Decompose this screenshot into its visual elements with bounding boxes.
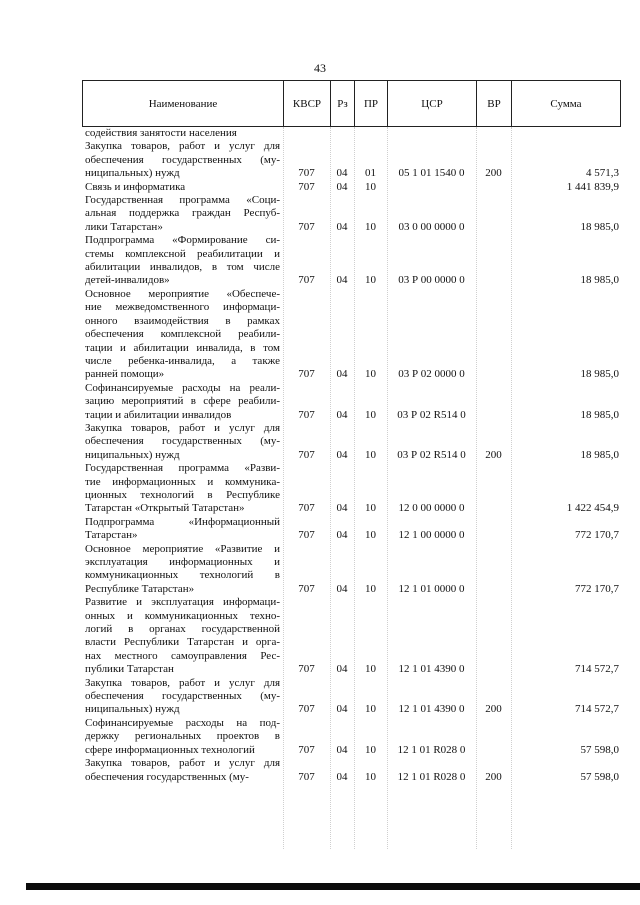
row-name-line: Закупка товаров, работ и услуг для (85, 676, 280, 689)
row-pr: 10 (365, 408, 376, 421)
row-name-line: тие информационных и коммуника- (85, 475, 280, 488)
row-csr: 03 Р 02 R514 0 (397, 448, 466, 461)
row-name (82, 382, 283, 422)
scan-edge-bar (26, 883, 640, 890)
row-name (82, 127, 283, 140)
row-name-line: Связь и информатика (85, 180, 186, 193)
row-name-line: ниципальных) нужд (85, 703, 180, 716)
row-sum: 18 985,0 (580, 368, 619, 381)
row-kvsr: 707 (298, 743, 315, 756)
row-name-line: ние межведомственного информаци- (85, 301, 280, 314)
row-name-line: альная поддержка граждан Респуб- (85, 207, 280, 220)
row-name-line: зацию мероприятий в сфере реабили- (85, 395, 280, 408)
row-name-line: Закупка товаров, работ и услуг для (85, 421, 280, 434)
table-header (82, 80, 621, 127)
row-pr: 10 (365, 703, 376, 716)
row-name (82, 194, 283, 234)
row-rz: 04 (336, 448, 348, 461)
header-csr: ЦСР (387, 81, 476, 126)
header-sum: Сумма (511, 81, 621, 126)
row-name-line: онного взаимодействия в рамках (85, 314, 280, 327)
row-csr: 12 0 00 0000 0 (398, 502, 465, 515)
row-name-line: Подпрограмма «Информационный (85, 515, 280, 528)
row-kvsr: 707 (298, 582, 315, 595)
row-csr: 12 1 01 4390 0 (398, 703, 465, 716)
row-csr: 03 0 00 0000 0 (398, 220, 465, 233)
row-kvsr: 707 (298, 703, 315, 716)
row-pr: 10 (365, 368, 376, 381)
row-name-line: детей-инвалидов» (85, 274, 170, 287)
table-row (82, 677, 621, 717)
table-row (82, 234, 621, 288)
row-name-line: обеспечения государственных (му- (85, 690, 280, 703)
header-pr: ПР (354, 81, 387, 126)
row-sum: 18 985,0 (580, 448, 619, 461)
row-name-line: Софинансируемые расходы на реали- (85, 381, 280, 394)
row-rz: 04 (336, 703, 348, 716)
row-sum: 18 985,0 (580, 220, 619, 233)
row-name (82, 234, 283, 288)
row-name-line: тации и абилитации инвалида, в том (85, 341, 280, 354)
row-pr: 10 (365, 274, 376, 287)
row-name-line: сфере информационных технологий (85, 743, 255, 756)
row-name (82, 140, 283, 180)
row-kvsr: 707 (298, 663, 315, 676)
row-name-line: Татарстан» (85, 529, 138, 542)
row-sum: 772 170,7 (575, 529, 619, 542)
row-name-line: Основное мероприятие «Развитие и (85, 542, 280, 555)
table-row (82, 757, 621, 784)
row-name-line: абилитации инвалидов, в том числе (85, 261, 280, 274)
row-kvsr: 707 (298, 529, 315, 542)
row-name (82, 717, 283, 757)
table-row (82, 288, 621, 382)
row-pr: 10 (365, 663, 376, 676)
row-name (82, 288, 283, 382)
row-sum: 4 571,3 (586, 167, 619, 180)
row-csr: 12 1 01 0000 0 (398, 582, 465, 595)
row-name-line: Закупка товаров, работ и услуг для (85, 757, 280, 770)
row-name-line: публики Татарстан (85, 663, 174, 676)
row-name-line: Подпрограмма «Формирование си- (85, 234, 280, 247)
row-sum: 714 572,7 (575, 663, 619, 676)
row-csr: 12 1 01 R028 0 (397, 770, 466, 783)
row-name (82, 757, 283, 784)
row-pr: 10 (365, 529, 376, 542)
row-name-line: ранней помощи» (85, 368, 165, 381)
row-name-line: числе ребенка-инвалида, а также (85, 354, 280, 367)
row-name-line: Государственная программа «Соци- (85, 194, 280, 207)
row-name-line: коммуникационных технологий в (85, 569, 280, 582)
row-name-line: содействия занятости населения (85, 127, 237, 139)
row-rz: 04 (336, 408, 348, 421)
row-vr: 200 (485, 770, 502, 783)
row-name-line: Софинансируемые расходы на под- (85, 716, 280, 729)
row-sum: 18 985,0 (580, 408, 619, 421)
row-name-line: Республике Татарстан» (85, 582, 195, 595)
table-row (82, 422, 621, 462)
row-name-line: тации и абилитации инвалидов (85, 408, 232, 421)
row-name (82, 677, 283, 717)
row-kvsr: 707 (298, 167, 315, 180)
row-sum: 57 598,0 (580, 743, 619, 756)
row-csr: 03 Р 00 0000 0 (398, 274, 465, 287)
header-kvsr: КВСР (283, 81, 330, 126)
row-kvsr: 707 (298, 180, 315, 193)
row-name (82, 181, 283, 194)
row-pr: 10 (365, 448, 376, 461)
row-sum: 1 422 454,9 (566, 502, 619, 515)
row-pr: 10 (365, 770, 376, 783)
row-name (82, 422, 283, 462)
table-body (82, 127, 621, 784)
row-kvsr: 707 (298, 770, 315, 783)
table-row (82, 382, 621, 422)
row-pr: 10 (365, 180, 376, 193)
table-row (82, 596, 621, 676)
row-sum: 772 170,7 (575, 582, 619, 595)
row-vr: 200 (485, 703, 502, 716)
row-name-line: онных и коммуникационных техно- (85, 609, 280, 622)
row-rz: 04 (336, 167, 348, 180)
row-name-line: ниципальных) нужд (85, 448, 180, 461)
row-csr: 12 1 01 4390 0 (398, 663, 465, 676)
header-name: Наименование (82, 81, 283, 126)
row-rz: 04 (336, 529, 348, 542)
row-sum: 57 598,0 (580, 770, 619, 783)
row-kvsr: 707 (298, 448, 315, 461)
row-rz: 04 (336, 180, 348, 193)
row-rz: 04 (336, 502, 348, 515)
row-csr: 03 Р 02 0000 0 (398, 368, 465, 381)
row-vr: 200 (485, 448, 502, 461)
row-name-line: обеспечения государственных (му- (85, 153, 280, 166)
header-vr: ВР (476, 81, 511, 126)
row-rz: 04 (336, 582, 348, 595)
row-name-line: Основное мероприятие «Обеспече- (85, 287, 280, 300)
row-name-line: обеспечения комплексной реабили- (85, 328, 280, 341)
row-name (82, 596, 283, 676)
row-sum: 714 572,7 (575, 703, 619, 716)
row-csr: 05 1 01 1540 0 (398, 167, 465, 180)
row-name-line: Закупка товаров, работ и услуг для (85, 140, 280, 153)
row-rz: 04 (336, 274, 348, 287)
row-name-line: ционных технологий в Республике (85, 488, 280, 501)
row-name-line: Развитие и эксплуатация информаци- (85, 596, 280, 609)
row-name-line: лики Татарстан» (85, 220, 163, 233)
row-rz: 04 (336, 220, 348, 233)
row-pr: 10 (365, 502, 376, 515)
row-csr: 03 Р 02 R514 0 (397, 408, 466, 421)
row-kvsr: 707 (298, 220, 315, 233)
row-kvsr: 707 (298, 408, 315, 421)
row-sum: 18 985,0 (580, 274, 619, 287)
table-row (82, 181, 621, 194)
row-name-line: стемы комплексной реабилитации и (85, 247, 280, 260)
row-name (82, 543, 283, 597)
row-csr: 12 1 00 0000 0 (398, 529, 465, 542)
row-vr: 200 (485, 167, 502, 180)
row-csr: 12 1 01 R028 0 (397, 743, 466, 756)
row-kvsr: 707 (298, 368, 315, 381)
row-name-line: Государственная программа «Разви- (85, 462, 280, 475)
table-row (82, 127, 621, 140)
table-row (82, 516, 621, 543)
row-pr: 10 (365, 220, 376, 233)
row-rz: 04 (336, 368, 348, 381)
row-rz: 04 (336, 743, 348, 756)
header-rz: Рз (330, 81, 354, 126)
row-name (82, 516, 283, 543)
row-pr: 10 (365, 743, 376, 756)
table-row (82, 462, 621, 516)
row-kvsr: 707 (298, 274, 315, 287)
row-name (82, 462, 283, 516)
row-rz: 04 (336, 663, 348, 676)
table-row (82, 194, 621, 234)
row-name-line: Татарстан «Открытый Татарстан» (85, 502, 245, 515)
row-name-line: держку региональных проектов в (85, 730, 280, 743)
row-name-line: эксплуатация информационных и (85, 556, 280, 568)
table-row (82, 717, 621, 757)
table-row (82, 543, 621, 597)
row-name-line: власти Республики Татарстан и орга- (85, 636, 280, 649)
row-pr: 01 (365, 167, 376, 180)
row-name-line: нах местного самоуправления Рес- (85, 649, 280, 662)
row-kvsr: 707 (298, 502, 315, 515)
row-pr: 10 (365, 582, 376, 595)
table-row (82, 140, 621, 180)
row-rz: 04 (336, 770, 348, 783)
row-name-line: логий в органах государственной (85, 623, 280, 636)
row-name-line: обеспечения государственных (му- (85, 435, 280, 448)
page-number: 43 (314, 61, 326, 75)
row-sum: 1 441 839,9 (566, 180, 619, 193)
row-name-line: обеспечения государственных (му- (85, 770, 249, 783)
row-name-line: ниципальных) нужд (85, 167, 180, 180)
